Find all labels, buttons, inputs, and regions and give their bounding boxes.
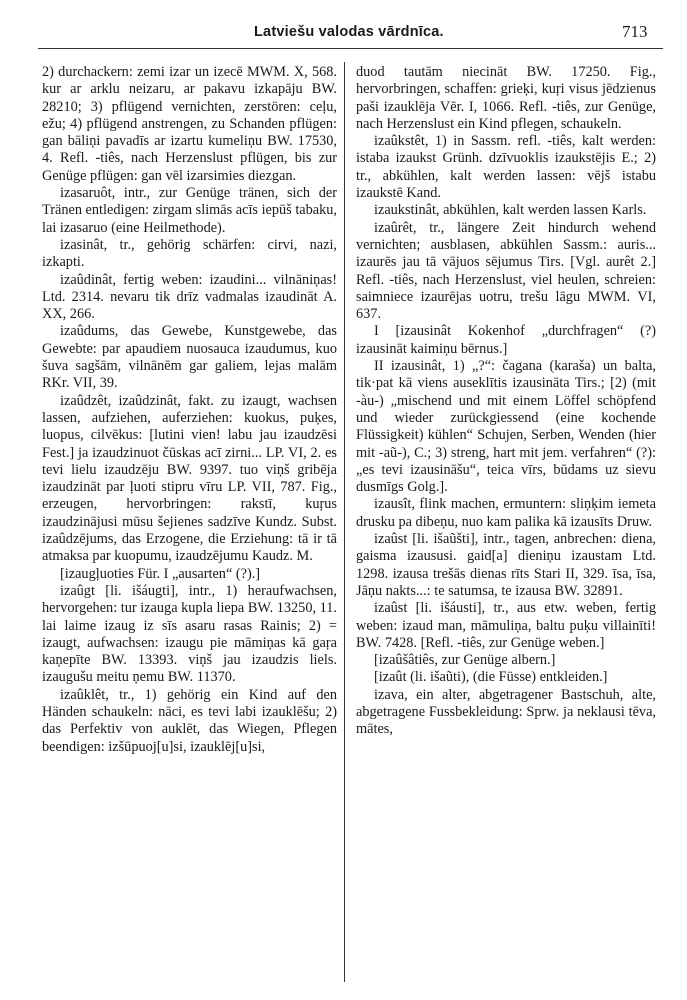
page-header xyxy=(0,0,687,50)
dictionary-entry: izaûdzêt, izaûdzinât, fakt. zu izaugt, wachsen lassen, aufziehen, auferziehen: kuokus, puķes, luopus, cilvēkus: [lutini vien! labu jau izaudzēsi Fest.] ja izaudzinuot čūskas acī zirni... LP. VI, 2. es tevi lielu izaudzēju BW. 9397. tuo viņš gribēja izaudzināt par ļuoti stipru vīru LP. VII, 787. Fig., erzeugen, hervorbringen: rakstī, kuŗus izaudzinājusi mūsu šejienes sadzīve Kundz. Subst. izaûdzējums, das Erzogene, die Erziehung: tā ir tā atmaksa par kuopumu, izaudzējumu Kaudz. M. xyxy=(42,392,337,565)
dictionary-entry: izaûklêt, tr., 1) gehörig ein Kind auf den Händen schaukeln: nāci, es tevi labi izauklēšu; 2) das Perfektiv von auklēt, das Wiegen, Pflegen beendigen: izšūpuoj[u]si, izauklēj[u]si, xyxy=(42,686,337,755)
dictionary-entry: izausît, flink machen, ermuntern: sliņķim iemeta drusku pa dibeņu, nuo kam palika kā izausīts Druw. xyxy=(356,496,656,530)
dictionary-entry: izasaruôt, intr., zur Genüge tränen, sich der Tränen entledigen: zirgam slimās acīs iepūš tabaku, lai izasaruo (eine Heilmethode). xyxy=(42,185,338,236)
header-rule xyxy=(38,48,663,49)
dictionary-entry: izaûkstêt, 1) in Sassm. refl. -tiês, kalt werden: istaba izaukst Grünh. dzīvuoklis izaukstējis E.; 2) tr., abkühlen, kalt werden lassen: vējš istabu izaukstē Kand. xyxy=(356,133,656,202)
dictionary-entry: izaûgt [li. išáugti], intr., 1) heraufwachsen, hervorgehen: tur izauga kupla liepa BW. 13250, 11. lai laime izaug iz sīs asaru rasas Rainis; 2) = izaugt, aufwachsen: izaugu pie māmiņas kā gaŗa kaņepīte BW. 13393. viņš jau izaudzis liels. izaugušu meitu ņemu BW. 11370. xyxy=(42,582,337,686)
dictionary-entry: [izaûšâtiês, zur Genüge albern.] xyxy=(374,652,556,669)
column-divider xyxy=(344,62,345,982)
dictionary-entry: izaûrêt, tr., längere Zeit hindurch wehend vernichten; ausblasen, abkühlen Sassm.: auris... izaurēs jau tā vājuos sējumus Tirs. [Vgl. aurêt 2.] Refl. -tiês, nach Herzenslust, viel heulen, schreien: saimniece izaurējas uotru, trešu lāgu MWM. VI, 637. xyxy=(356,219,656,323)
dictionary-entry: izaûst [li. išaũšti], intr., tagen, anbrechen: diena, gaisma izaususi. gaid[a] dieniņu izaustam Ltd. 1298. izausa trešās dienas rīts Stari II, 329. īsa, īsa, Jāņu nakts...: te satumsa, te izausa BW. 32891. xyxy=(356,531,656,599)
dictionary-entry: [izaugļuoties Für. I „ausarten“ (?).] xyxy=(60,565,261,582)
dictionary-entry: II izausinât, 1) „?“: čagana (karaša) un balta, tik·pat kā viens auseklītis izausināta Tirs.; [2) (mit -àu-) „mischend und mit einem Löffel schöpfend und wieder zurückgiessend (eine kochende Flüssigkeit) kühlen“ Schujen, Serben, Wenden (hier mit -aũ-), C.; 3) streng, hart mit jem. verfahren“ (?): „es tevi izausināšu“, teica vīrs, būdams uz sievu dusmīgs Golg.]. xyxy=(356,358,656,496)
left-column xyxy=(42,64,337,756)
running-title: Latviešu valodas vārdnīca. xyxy=(254,24,444,40)
dictionary-entry: 2) durchackern: zemi izar un izecē MWM. X, 568. kur ar arklu neizaru, ar pakavu izkapāju BW. 28210; 3) pflügend vernichten, zerstören: ceļu, ežu; 4) pflügend anstrengen, zu Schanden pflügen: gan bāliņi pavadīs ar izartu kumeliņu BW. 17530, 4. Refl. -tiês, nach Herzenslust pflügen, bis zur Genüge pflügen: gan vēl izarsimies diezgan. xyxy=(42,64,337,184)
dictionary-entry: izaûdinât, fertig weben: izaudini... vilnāniņas! Ltd. 2314. nevaru tik drīz vadmalas izaudināt A. XX, 266. xyxy=(42,271,337,323)
dictionary-entry: I [izausinât Kokenhof „durchfragen“ (?) izausināt kaimiņu bērnus.] xyxy=(356,323,656,357)
page-number: 713 xyxy=(622,22,648,41)
dictionary-entry: duod tautām niecināt BW. 17250. Fig., hervorbringen, schaffen: grieķi, kuŗi visus jēdzienus paši izauklēja Vēr. I, 1066. Refl. -tiês, zur Genüge, nach Herzenslust ein Kind pflegen, schaukeln. xyxy=(356,64,656,132)
dictionary-entry: [izaût (li. išaũti), (die Füsse) entkleiden.] xyxy=(374,669,608,686)
dictionary-entry: izaûdums, das Gewebe, Kunstgewebe, das Gewebte: par apaudiem nuosauca izaudumus, kuo šuva sagšām, vilnānēm gar galiem, lejas malām RKr. VII, 39. xyxy=(42,323,337,392)
dictionary-entry: izava, ein alter, abgetragener Bastschuh, alte, abgetragene Fussbekleidung: Sprw. ja neklausi tēva, mātes, xyxy=(356,686,656,738)
dictionary-entry: izaûst [li. išáusti], tr., aus etw. weben, fertig weben: izaud man, māmuliņa, baltu puķu villainīti! BW. 7428. [Refl. -tiês, zur Genüge weben.] xyxy=(356,600,656,651)
dictionary-entry: izasinât, tr., gehörig schärfen: cirvi, nazi, izkapti. xyxy=(42,236,337,271)
dictionary-entry: izaukstinât, abkühlen, kalt werden lassen Karls. xyxy=(374,202,647,219)
right-column xyxy=(356,64,656,739)
